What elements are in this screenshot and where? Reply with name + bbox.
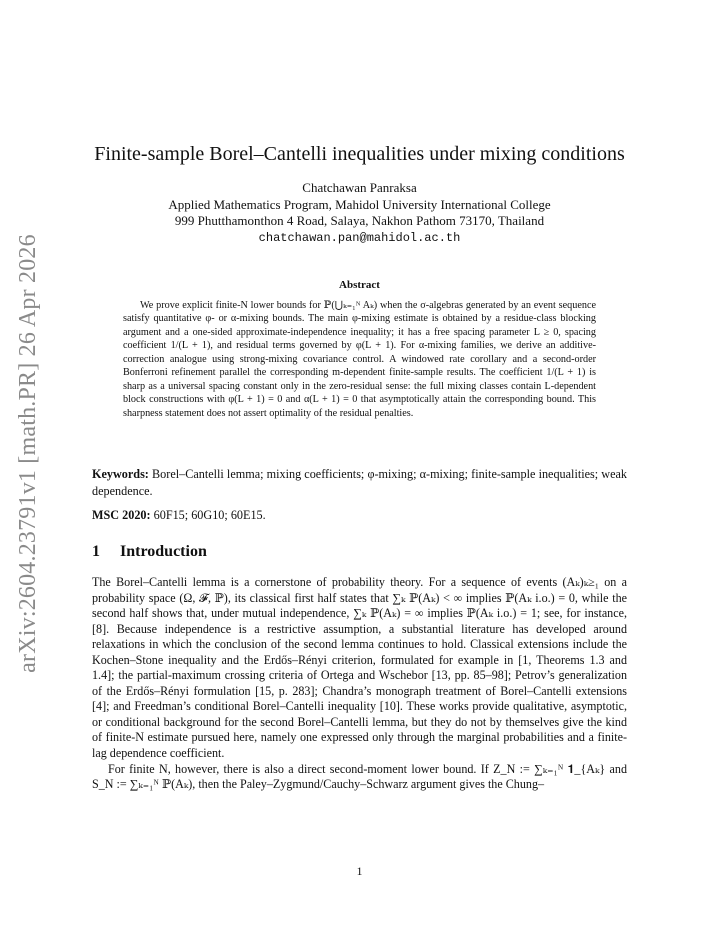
- keywords-label: Keywords:: [92, 467, 149, 481]
- arxiv-identifier-stamp: [4, 233, 52, 673]
- author-email: chatchawan.pan@mahidol.ac.th: [258, 230, 461, 245]
- author-block: [92, 180, 627, 246]
- abstract-text: We prove explicit finite-N lower bounds for ℙ(⋃ₖ₌₁ᴺ Aₖ) when the σ-algebras generated by an event sequence satisfy quantitative φ- or α-mixing bounds. The main φ-mixing estimate is obtained by a residue-class blocking argument and a one-sided approximate-independence inequality; it has a free spacing parameter L ≥ 0, spacing coefficient 1/(L + 1), and residual terms governed by φ(L + 1). For α-mixing families, we derive an additive-correction analogue using strong-mixing covariance control. A windowed rate corollary and a second-order Bonferroni refinement parallel the corresponding m-dependent finite-sample results. The coefficient 1/(L + 1) is sharp as a universal spacing constant only in the zero-residual sense: the full mixing classes contain L-dependent block constructions with φ(L + 1) = 0 and α(L + 1) = 0 that asymptotically attain the corresponding bound. This sharpness statement does not assert optimality of the residual penalties.: [123, 300, 596, 419]
- keywords-text: Borel–Cantelli lemma; mixing coefficients; φ-mixing; α-mixing; finite-sample inequalities; weak dependence.: [92, 467, 628, 498]
- body-paragraph: For finite N, however, there is also a direct second-moment lower bound. If Z_N := ∑ₖ₌₁ᴺ 𝟏_{Aₖ} and S_N := ∑ₖ₌₁ᴺ ℙ(Aₖ), then the Paley–Zygmund/Cauchy–Schwarz argument gives the Chung–: [92, 761, 627, 792]
- section-heading: [92, 542, 627, 562]
- introduction-body: [92, 575, 627, 793]
- paper-title: Finite-sample Borel–Cantelli inequalities under mixing conditions: [94, 143, 625, 165]
- author-name: Chatchawan Panraksa: [302, 180, 417, 195]
- page-number: 1: [356, 864, 363, 878]
- author-affiliation: Applied Mathematics Program, Mahidol University International College: [168, 196, 551, 212]
- msc-label: MSC 2020:: [92, 508, 151, 522]
- abstract-heading: Abstract: [339, 279, 380, 291]
- msc-text: 60F15; 60G10; 60E15.: [153, 508, 266, 522]
- arxiv-identifier-text: arXiv:2604.23791v1 [math.PR] 26 Apr 2026: [14, 233, 41, 673]
- author-address: 999 Phutthamonthon 4 Road, Salaya, Nakhon Pathom 73170, Thailand: [174, 213, 545, 228]
- section-number: 1: [92, 543, 100, 560]
- body-paragraph: The Borel–Cantelli lemma is a cornerstone of probability theory. For a sequence of events (Aₖ)ₖ≥₁ on a probability space (Ω, 𝓕, ℙ), its classical first half states that ∑ₖ ℙ(Aₖ) < ∞ implies ℙ(Aₖ i.o.) = 0, while the second half shows that, under mutual independence, ∑ₖ ℙ(Aₖ) = ∞ implies ℙ(Aₖ i.o.) = 1; see, for instance, [8]. Because independence is a restrictive assumption, a substantial literature has developed around relaxations in which the conclusion of the second lemma continues to hold. Classical extensions include the Kochen–Stone inequality and the Erdős–Rényi criterion, formulated for example in [1, Theorems 1.3 and 1.4]; the partial-maximum crossing criteria of Ortega and Wschebor [13, pp. 85–98]; Petrov’s generalization of the Erdős–Rényi formulation [15, p. 283]; Chandra’s monograph treatment of Borel–Cantelli extensions [4]; and Freedman’s conditional Borel–Cantelli inequality [10]. These works provide qualitative, asymptotic, or conditional background for the second Borel–Cantelli lemma, but they do not by themselves give the kind of finite-N estimate pursued here, namely one expressed only through the marginal probabilities and a finite-lag dependence coefficient.: [92, 575, 627, 761]
- section-title: Introduction: [120, 543, 207, 560]
- msc-line: [92, 507, 627, 524]
- keywords-line: [92, 466, 627, 499]
